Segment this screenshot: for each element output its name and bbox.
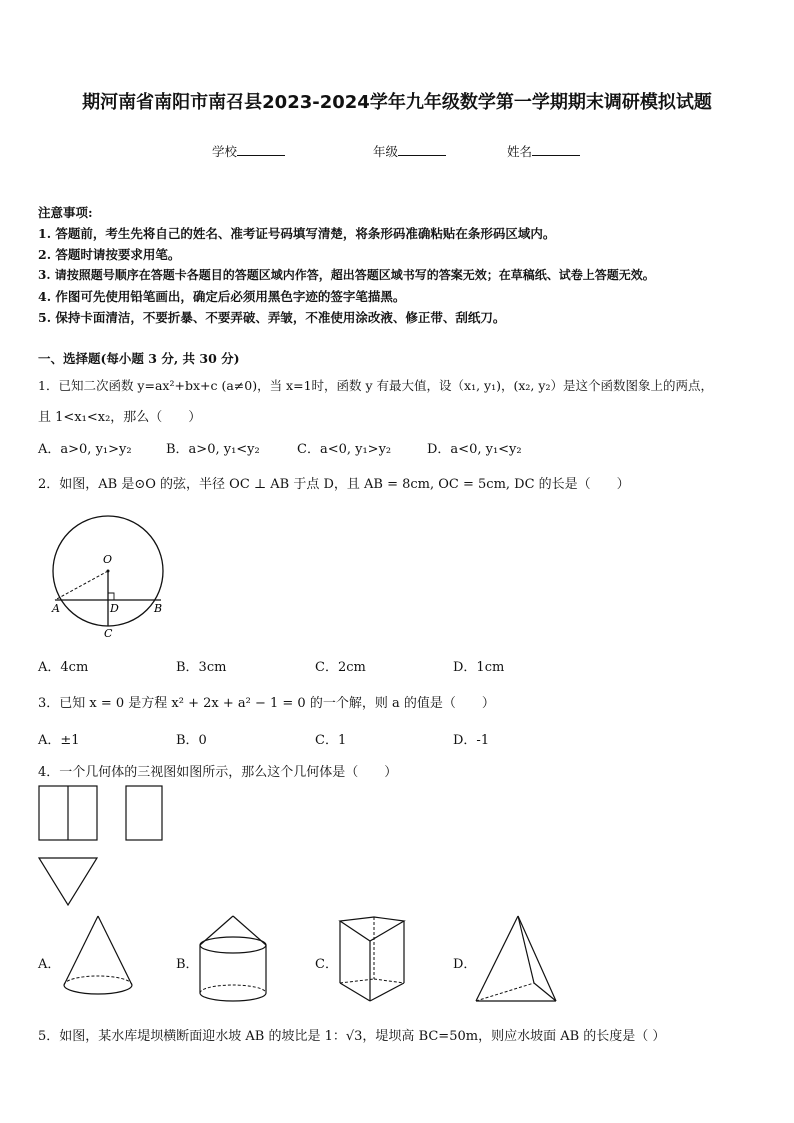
- q3-stem: 3．已知 x = 0 是方程 x² + 2x + a² − 1 = 0 的一个解，则 a 的值是（ ）: [38, 696, 495, 711]
- q2-label-a: A: [52, 602, 60, 615]
- q1-option-b[interactable]: B．a>0, y₁<y₂: [166, 442, 260, 457]
- name-blank: [532, 143, 580, 156]
- q4-top-view: [39, 858, 97, 905]
- school-blank: [237, 143, 285, 156]
- note-item: 1. 答题前，考生先将自己的姓名、准考证号码填写清楚，将条形码准确粘贴在条形码区域内。: [38, 226, 556, 241]
- q3-option-c[interactable]: C．1: [315, 733, 347, 748]
- school-field[interactable]: [212, 142, 285, 160]
- q4-option-c-prism: [338, 915, 408, 1005]
- note-item: 3. 请按照题号顺序在答题卡各题目的答题区域内作答，超出答题区域书写的答案无效；在草稿纸、试卷上答题无效。: [38, 268, 655, 282]
- q4-option-d-pyramid: [474, 913, 558, 1005]
- q3-option-b[interactable]: B．0: [176, 733, 207, 748]
- q2-label-o: O: [103, 553, 113, 566]
- note-item: 5. 保持卡面清洁，不要折暴、不要弄破、弄皱，不准使用涂改液、修正带、刮纸刀。: [38, 310, 506, 325]
- q5-stem: 5．如图，某水库堤坝横断面迎水坡 AB 的坡比是 1：√3，堤坝高 BC=50m，则应水坡面 AB 的长度是（ ）: [38, 1029, 666, 1044]
- notes-heading: 注意事项:: [38, 205, 93, 220]
- q1-option-d[interactable]: D．a<0, y₁<y₂: [427, 442, 522, 457]
- q4-option-d[interactable]: D．: [453, 957, 477, 972]
- q4-option-b[interactable]: B．: [176, 957, 199, 972]
- q2-option-d[interactable]: D．1cm: [453, 660, 505, 675]
- q4-option-a-cone: [62, 913, 134, 1003]
- q4-stem: 4．一个几何体的三视图如图所示，那么这个几何体是（ ）: [38, 765, 398, 780]
- section-heading: 一、选择题(每小题 3 分, 共 30 分): [38, 351, 240, 366]
- school-label: 学校: [212, 144, 238, 159]
- q4-option-a[interactable]: A．: [38, 957, 61, 972]
- grade-blank: [398, 143, 446, 156]
- page-title: 期河南省南阳市南召县2023-2024学年九年级数学第一学期期末调研模拟试题: [82, 92, 712, 113]
- q1-stem-line2: 且 1<x₁<x₂，那么（ ）: [38, 410, 202, 425]
- q4-option-c[interactable]: C．: [315, 957, 338, 972]
- q2-option-a[interactable]: A．4cm: [38, 660, 89, 675]
- q2-right-angle-mark: [108, 593, 114, 600]
- grade-field[interactable]: [373, 142, 446, 160]
- q2-stem: 2．如图，AB 是⊙O 的弦，半径 OC ⊥ AB 于点 D，且 AB = 8cm, OC = 5cm, DC 的长是（ ）: [38, 477, 630, 492]
- q2-label-c: C: [104, 627, 113, 640]
- name-field[interactable]: [507, 142, 580, 160]
- q2-label-b: B: [154, 602, 163, 615]
- q2-option-c[interactable]: C．2cm: [315, 660, 366, 675]
- q2-dashed-oa: [55, 571, 108, 600]
- q1-option-c[interactable]: C．a<0, y₁>y₂: [297, 442, 392, 457]
- name-label: 姓名: [507, 144, 533, 159]
- note-item: 2. 答题时请按要求用笔。: [38, 247, 181, 262]
- q2-circle-figure: [40, 515, 180, 645]
- q2-option-b[interactable]: B．3cm: [176, 660, 227, 675]
- q4-three-views: [38, 785, 168, 910]
- q2-label-d: D: [110, 602, 119, 615]
- q1-option-a[interactable]: A．a>0, y₁>y₂: [38, 442, 132, 457]
- q3-option-d[interactable]: D．-1: [453, 733, 490, 748]
- q3-option-a[interactable]: A．±1: [38, 733, 80, 748]
- q4-side-view: [126, 786, 162, 840]
- grade-label: 年级: [373, 144, 399, 159]
- q4-option-b-cone-cylinder: [198, 913, 268, 1005]
- note-item: 4. 作图可先使用铅笔画出，确定后必须用黑色字迹的签字笔描黑。: [38, 289, 406, 304]
- q1-stem: 1．已知二次函数 y=ax²+bx+c (a≠0)，当 x=1时，函数 y 有最大值，设（x₁, y₁)，(x₂, y₂）是这个函数图象上的两点，: [38, 378, 713, 393]
